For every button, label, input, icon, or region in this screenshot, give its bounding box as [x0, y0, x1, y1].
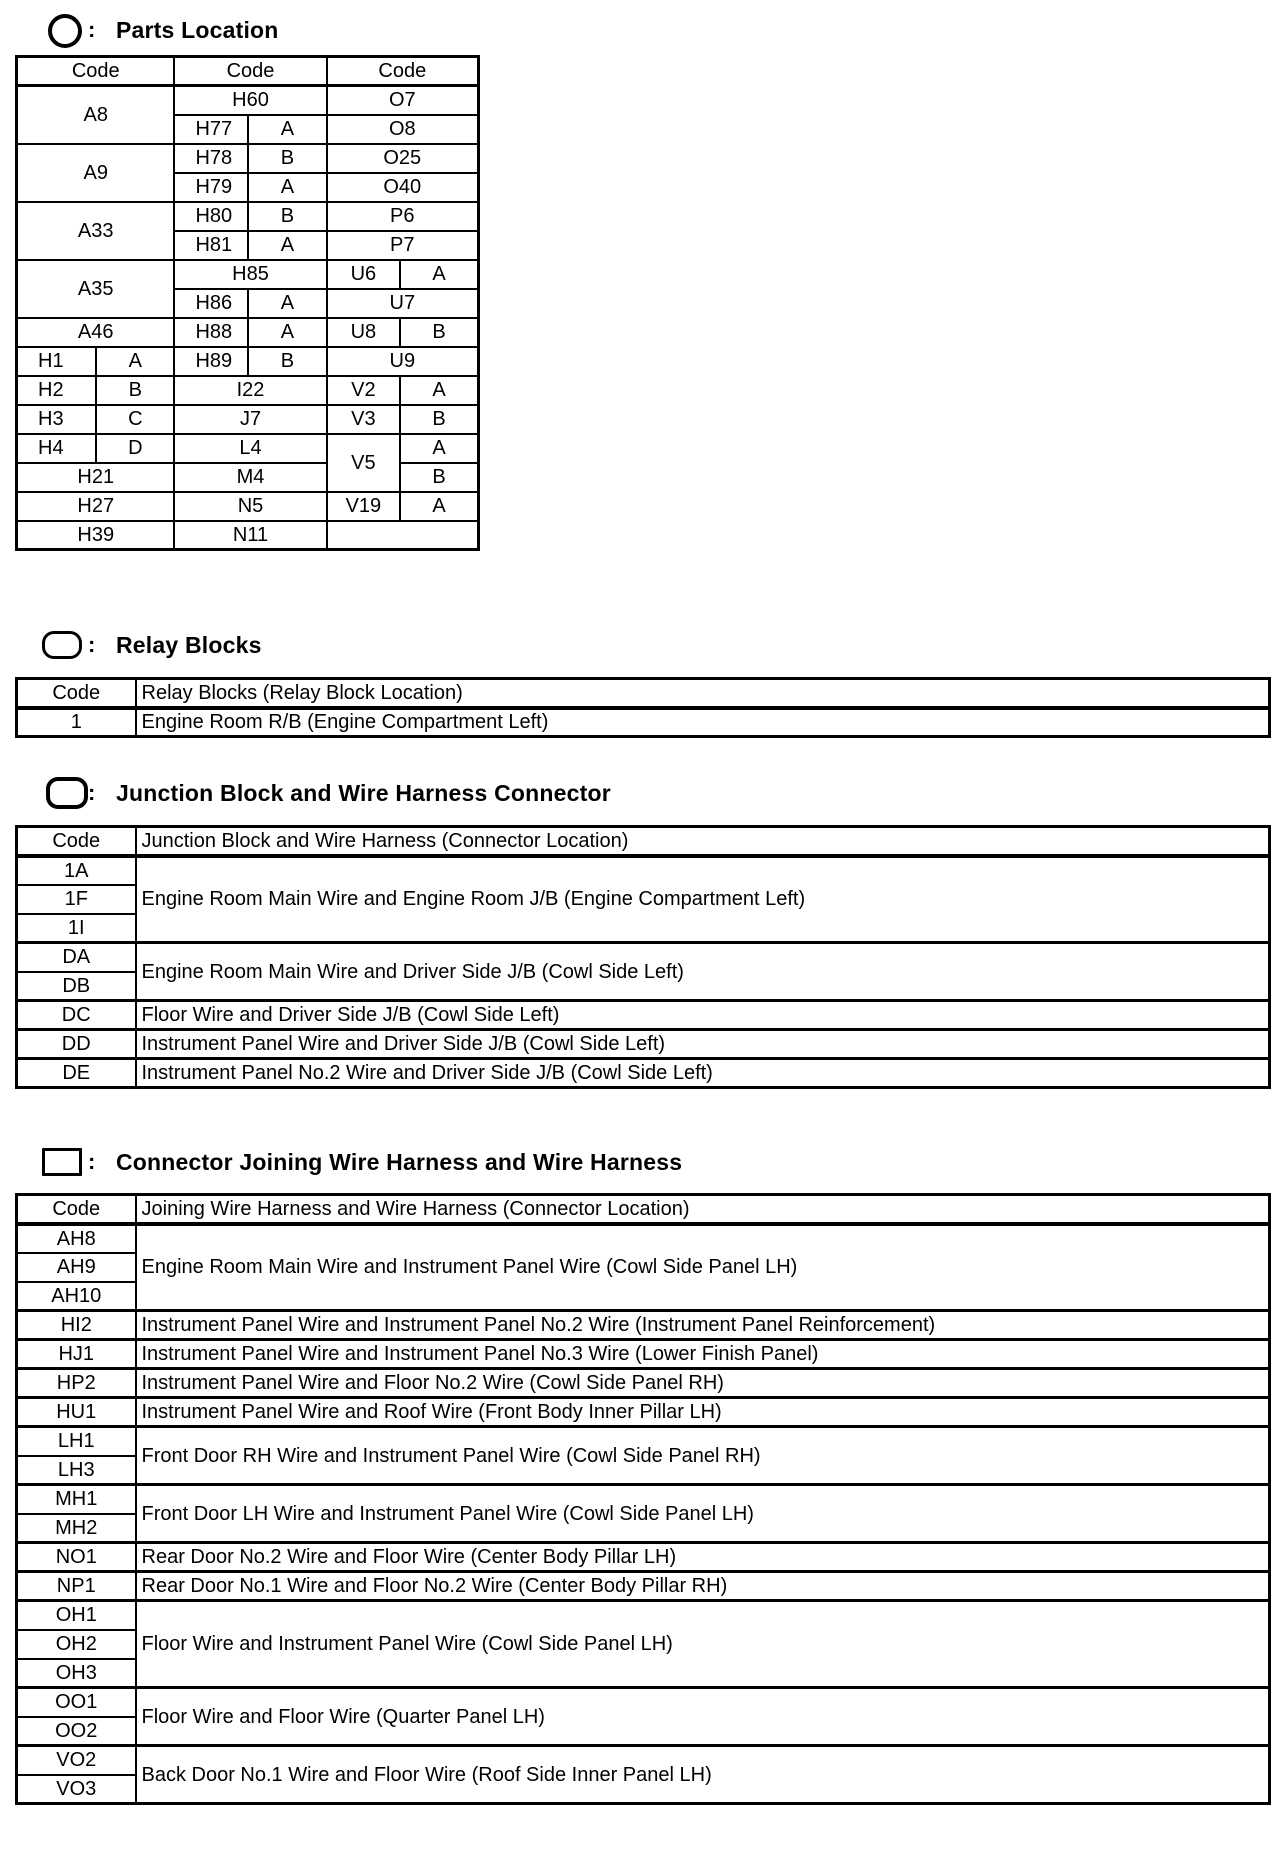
part-code: H21 [17, 463, 175, 492]
connector-code: HJ1 [17, 1340, 136, 1369]
part-code: A9 [17, 144, 175, 202]
connector-code: 1F [17, 885, 136, 914]
part-code: H86 [174, 289, 248, 318]
part-location-letter: A [248, 289, 326, 318]
connector-code: VO2 [17, 1746, 136, 1775]
part-code: U6 [327, 260, 401, 289]
column-header: Code [17, 827, 136, 856]
rounded-rect-icon [30, 773, 90, 813]
connector-description: Floor Wire and Driver Side J/B (Cowl Side Left) [136, 1001, 1270, 1030]
part-code: H81 [174, 231, 248, 260]
connector-code: LH3 [17, 1456, 136, 1485]
connector-description: Front Door RH Wire and Instrument Panel Wire (Cowl Side Panel RH) [136, 1427, 1270, 1485]
empty-cell [327, 521, 479, 550]
connector-code: 1A [17, 856, 136, 885]
rounded-oval-icon [30, 625, 90, 665]
connector-code: DA [17, 943, 136, 972]
part-location-letter: A [248, 173, 326, 202]
part-code: H77 [174, 115, 248, 144]
connector-code: DD [17, 1030, 136, 1059]
part-code: H80 [174, 202, 248, 231]
connector-description: Rear Door No.2 Wire and Floor Wire (Center Body Pillar LH) [136, 1543, 1270, 1572]
connector-code: MH2 [17, 1514, 136, 1543]
column-header: Joining Wire Harness and Wire Harness (Connector Location) [136, 1195, 1270, 1224]
connector-code: 1I [17, 914, 136, 943]
connector-description: Instrument Panel No.2 Wire and Driver Side J/B (Cowl Side Left) [136, 1059, 1270, 1088]
connector-joining-table [15, 1193, 1271, 1805]
part-code: V19 [327, 492, 401, 521]
part-code: N5 [174, 492, 326, 521]
part-location-letter: A [400, 492, 478, 521]
part-location-letter: B [400, 463, 478, 492]
connector-code: DC [17, 1001, 136, 1030]
part-location-letter: A [400, 434, 478, 463]
connector-description: Engine Room Main Wire and Instrument Panel Wire (Cowl Side Panel LH) [136, 1224, 1270, 1311]
relay-description: Engine Room R/B (Engine Compartment Left) [136, 708, 1270, 737]
connector-description: Instrument Panel Wire and Floor No.2 Wire (Cowl Side Panel RH) [136, 1369, 1270, 1398]
connector-code: HI2 [17, 1311, 136, 1340]
connector-code: HP2 [17, 1369, 136, 1398]
connector-code: AH8 [17, 1224, 136, 1253]
part-code: H60 [174, 86, 326, 115]
colon: : [88, 632, 96, 657]
column-header: Code [174, 57, 326, 86]
part-code: O25 [327, 144, 479, 173]
part-code: O40 [327, 173, 479, 202]
part-code: A46 [17, 318, 175, 347]
part-location-letter: B [400, 405, 478, 434]
parts-location-table [15, 55, 480, 551]
connector-description: Back Door No.1 Wire and Floor Wire (Roof Side Inner Panel LH) [136, 1746, 1270, 1804]
part-location-letter: A [96, 347, 174, 376]
relay-blocks-header [30, 625, 262, 665]
part-code: M4 [174, 463, 326, 492]
connector-code: AH10 [17, 1282, 136, 1311]
colon: : [88, 17, 96, 42]
circle-icon [30, 10, 90, 50]
relay-code: 1 [17, 708, 136, 737]
part-code: H78 [174, 144, 248, 173]
junction-block-table [15, 825, 1271, 1089]
part-code: H85 [174, 260, 326, 289]
column-header: Code [17, 1195, 136, 1224]
section-title: Relay Blocks [116, 631, 262, 658]
rectangle-icon [30, 1142, 90, 1182]
part-code: P6 [327, 202, 479, 231]
column-header: Junction Block and Wire Harness (Connector Location) [136, 827, 1270, 856]
section-title: Junction Block and Wire Harness Connector [116, 779, 611, 806]
part-code: H39 [17, 521, 175, 550]
connector-code: OO2 [17, 1717, 136, 1746]
part-code: A33 [17, 202, 175, 260]
column-header: Relay Blocks (Relay Block Location) [136, 679, 1270, 708]
connector-description: Front Door LH Wire and Instrument Panel Wire (Cowl Side Panel LH) [136, 1485, 1270, 1543]
part-location-letter: D [96, 434, 174, 463]
part-code: H1 [17, 347, 97, 376]
junction-block-header [30, 773, 611, 813]
part-location-letter: C [96, 405, 174, 434]
connector-code: AH9 [17, 1253, 136, 1282]
part-location-letter: A [248, 231, 326, 260]
connector-description: Instrument Panel Wire and Driver Side J/B (Cowl Side Left) [136, 1030, 1270, 1059]
connector-code: LH1 [17, 1427, 136, 1456]
connector-description: Floor Wire and Floor Wire (Quarter Panel LH) [136, 1688, 1270, 1746]
part-code: I22 [174, 376, 326, 405]
part-code: H88 [174, 318, 248, 347]
part-location-letter: B [96, 376, 174, 405]
part-code: H2 [17, 376, 97, 405]
column-header: Code [17, 57, 175, 86]
column-header: Code [327, 57, 479, 86]
part-code: J7 [174, 405, 326, 434]
part-code: O7 [327, 86, 479, 115]
part-location-letter: B [248, 144, 326, 173]
connector-code: NP1 [17, 1572, 136, 1601]
part-code: H4 [17, 434, 97, 463]
part-code: U9 [327, 347, 479, 376]
part-code: U8 [327, 318, 401, 347]
connector-code: MH1 [17, 1485, 136, 1514]
parts-location-header [30, 10, 279, 50]
connector-code: DB [17, 972, 136, 1001]
connector-code: OH1 [17, 1601, 136, 1630]
connector-code: OH2 [17, 1630, 136, 1659]
section-title: Parts Location [116, 16, 279, 43]
connector-code: VO3 [17, 1775, 136, 1804]
connector-description: Instrument Panel Wire and Instrument Panel No.2 Wire (Instrument Panel Reinforcement) [136, 1311, 1270, 1340]
part-location-letter: A [248, 318, 326, 347]
part-code: U7 [327, 289, 479, 318]
connector-description: Engine Room Main Wire and Driver Side J/B (Cowl Side Left) [136, 943, 1270, 1001]
part-code: H89 [174, 347, 248, 376]
part-code: H27 [17, 492, 175, 521]
colon: : [88, 780, 96, 805]
connector-description: Instrument Panel Wire and Roof Wire (Front Body Inner Pillar LH) [136, 1398, 1270, 1427]
part-location-letter: A [400, 376, 478, 405]
part-code: H79 [174, 173, 248, 202]
connector-code: DE [17, 1059, 136, 1088]
part-location-letter: A [248, 115, 326, 144]
part-code: H3 [17, 405, 97, 434]
part-code: V3 [327, 405, 401, 434]
colon: : [88, 1149, 96, 1174]
connector-code: OO1 [17, 1688, 136, 1717]
relay-blocks-table [15, 677, 1271, 738]
part-code: P7 [327, 231, 479, 260]
connector-description: Floor Wire and Instrument Panel Wire (Cowl Side Panel LH) [136, 1601, 1270, 1688]
part-code: O8 [327, 115, 479, 144]
part-code: A35 [17, 260, 175, 318]
part-code: A8 [17, 86, 175, 144]
connector-joining-header [30, 1142, 682, 1182]
connector-code: OH3 [17, 1659, 136, 1688]
part-location-letter: B [248, 202, 326, 231]
part-code: V2 [327, 376, 401, 405]
connector-description: Rear Door No.1 Wire and Floor No.2 Wire (Center Body Pillar RH) [136, 1572, 1270, 1601]
part-code: L4 [174, 434, 326, 463]
connector-description: Instrument Panel Wire and Instrument Panel No.3 Wire (Lower Finish Panel) [136, 1340, 1270, 1369]
part-code: V5 [327, 434, 401, 492]
section-title: Connector Joining Wire Harness and Wire Harness [116, 1148, 683, 1175]
connector-code: HU1 [17, 1398, 136, 1427]
part-location-letter: A [400, 260, 478, 289]
part-code: N11 [174, 521, 326, 550]
connector-code: NO1 [17, 1543, 136, 1572]
column-header: Code [17, 679, 136, 708]
part-location-letter: B [400, 318, 478, 347]
part-location-letter: B [248, 347, 326, 376]
connector-description: Engine Room Main Wire and Engine Room J/B (Engine Compartment Left) [136, 856, 1270, 943]
